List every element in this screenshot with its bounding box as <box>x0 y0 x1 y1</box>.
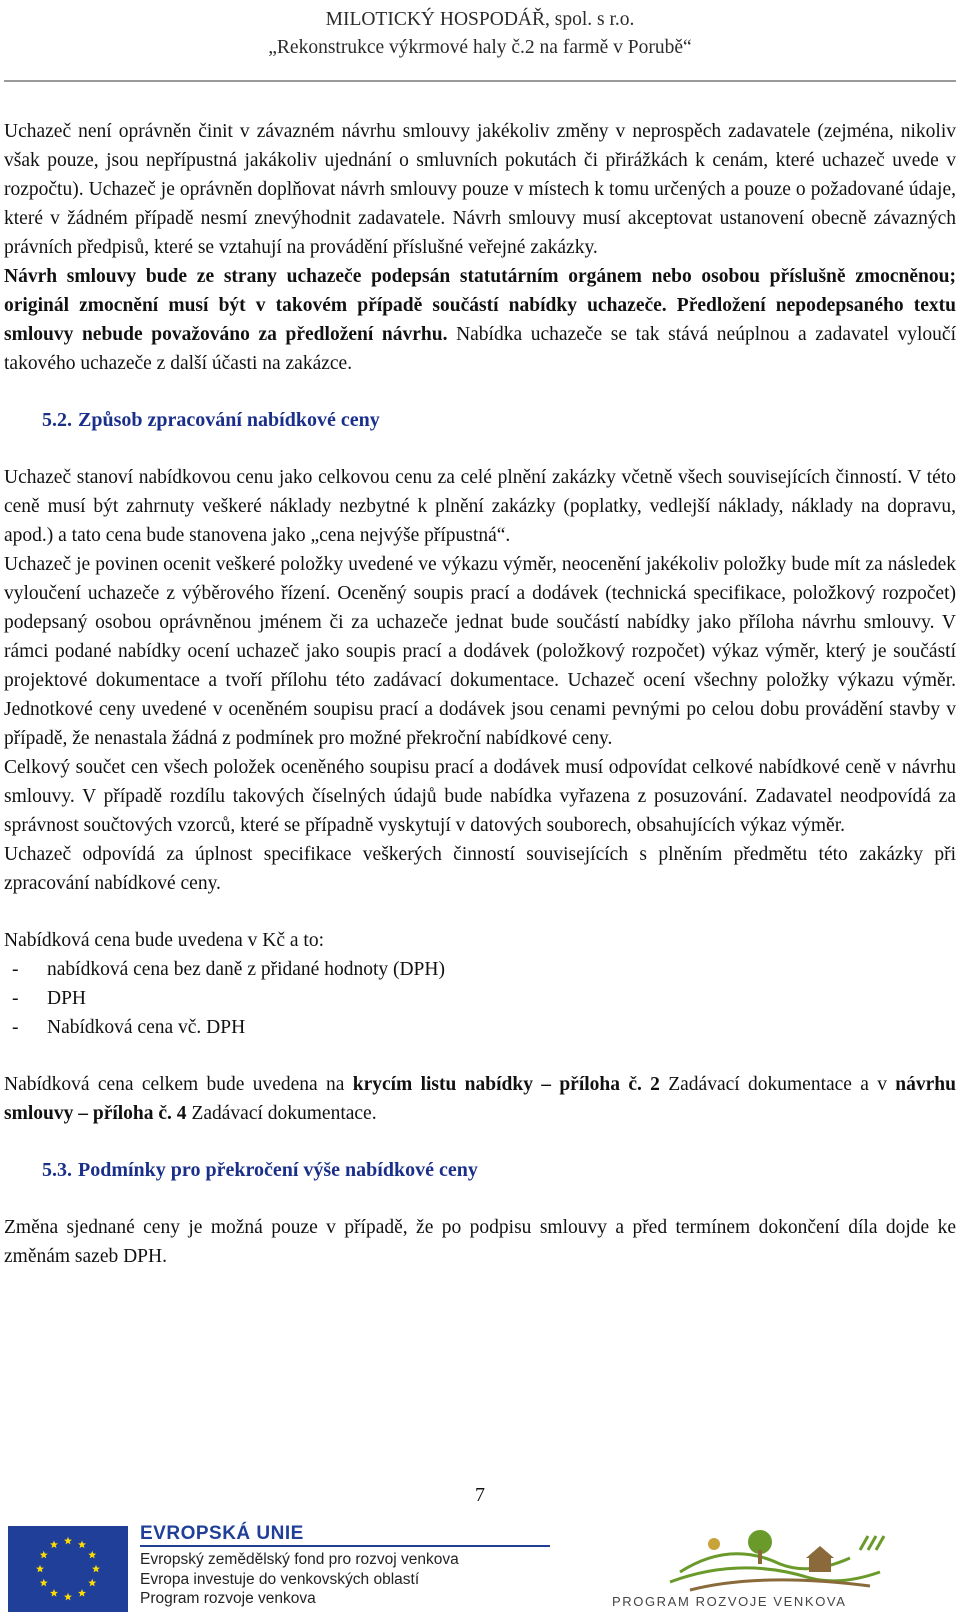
list-item: - Nabídková cena vč. DPH <box>12 1017 246 1038</box>
paragraph-price-items: Uchazeč je povinen ocenit veškeré položky uvedené ve výkazu výměr, neocenění jakékoliv položky bude mít za následek vyloučení uchazeče z výběrového řízení. Oceněný soupis prací a dodávek (technická specifikace, položkový rozpočet) podepsaný osobou oprávněnou jménem či za uchazeče jednat bude součástí nabídky jako příloha návrhu smlouvy. V rámci podané nabídky ocení uchazeč jako soupis prací a dodávek (položkový rozpočet) výkaz výměr, který je součástí projektové dokumentace a tvoří přílohu této zadávací dokumentace. Uchazeč ocení všechny položky výkazu výměr. Jednotkové ceny uvedené v oceněném soupisu prací a dodávek jsou cenami pevnými po celou dobu provádění stavby v případě, že nenastala žádná z podmínek pro možné překroční nabídkové ceny. <box>4 554 956 749</box>
eu-star-icon <box>64 1537 72 1545</box>
section-heading-5-2 <box>4 406 956 435</box>
eu-stars-icon <box>8 1526 128 1612</box>
header-company: MILOTICKÝ HOSPODÁŘ, spol. s r.o. <box>325 9 635 30</box>
eu-star-icon <box>40 1579 48 1587</box>
paragraph-price-change: Změna sjednané ceny je možná pouze v případě, že po podpisu smlouvy a před termínem dokončení díla dojde ke změnám sazeb DPH. <box>4 1217 956 1267</box>
paragraph-price-responsibility: Uchazeč odpovídá za úplnost specifikace veškerých činností souvisejících s plněním předmětu této zakázky při zpracování nabídkové ceny. <box>4 844 956 894</box>
price-list <box>4 955 956 1042</box>
eu-line-3: Program rozvoje venkova <box>140 1590 316 1607</box>
header-project: „Rekonstrukce výkrmové haly č.2 na farmě v Porubě“ <box>268 37 692 58</box>
list-item: - nabídková cena bez daně z přidané hodnoty (DPH) <box>12 959 445 980</box>
paragraph-price-definition: Uchazeč stanoví nabídkovou cenu jako celkovou cenu za celé plnění zakázky včetně všech souvisejících činností. V této ceně musí být zahrnuty veškeré náklady nezbytné k plnění zakázky (poplatky, vedlejší náklady, náklady na dopravu, apod.) a tato cena bude stanovena jako „cena nejvýše přípustná“. <box>4 467 956 546</box>
list-item: - DPH <box>12 988 87 1009</box>
eu-star-icon <box>92 1565 100 1573</box>
eu-flag-logo <box>8 1526 128 1612</box>
header-divider <box>4 80 956 82</box>
section-heading-5-3 <box>4 1156 956 1185</box>
prv-label: PROGRAM ROZVOJE VENKOVA <box>612 1594 847 1609</box>
page-number: 7 <box>475 1484 485 1506</box>
page-footer <box>0 1516 960 1620</box>
paragraph-text: Uchazeč není oprávněn činit v závazném návrhu smlouvy jakékoliv změny v neprospěch zadavatele (zejména, nikoliv však pouze, jsou nepřípustná jakákoliv ujednání o smluvních pokutách či přirážkách k cenám, které uchazeč uvede v rozpočtu). Uchazeč je oprávněn doplňovat návrh smlouvy pouze v místech k tomu určených a pouze o požadované údaje, které v žádném případě nesmí znevýhodnit zadavatele. Návrh smlouvy musí akceptovat ustanovení obecně závazných právních předpisů, které se vztahují na provádění příslušné veřejné zakázky. <box>4 121 956 258</box>
paragraph-text: Nabídka uchazeče se tak stává neúplnou a zadavatel vyloučí takového uchazeče z další účasti na zakázce. <box>4 324 956 374</box>
eu-star-icon <box>64 1593 72 1601</box>
eu-line-1: Evropský zemědělský fond pro rozvoj venkova <box>140 1551 459 1568</box>
section-title: Způsob zpracování nabídkové ceny <box>78 409 380 431</box>
eu-line-2: Evropa investuje do venkovských oblastí <box>140 1570 420 1588</box>
section-number: 5.2. <box>42 409 72 431</box>
paragraph-contract-signature <box>4 262 956 378</box>
eu-star-icon <box>40 1551 48 1559</box>
paragraph-contract-changes <box>4 117 956 262</box>
eu-title: EVROPSKÁ UNIE <box>140 1523 304 1544</box>
paragraph-bold-text: Návrh smlouvy bude ze strany uchazeče podepsán statutárním orgánem nebo osobou příslušně zmocněnou; originál zmocnění musí být v takovém případě součástí nabídky uchazeče. Předložení nepodepsaného textu smlouvy nebude považováno za předložení návrhu. <box>4 266 956 345</box>
section-number: 5.3. <box>42 1159 72 1181</box>
eu-star-icon <box>78 1589 86 1597</box>
eu-star-icon <box>50 1541 58 1549</box>
page-header <box>0 6 960 62</box>
section-title: Podmínky pro překročení výše nabídkové ceny <box>78 1159 478 1181</box>
eu-star-icon <box>36 1565 44 1573</box>
eu-text-block <box>140 1522 550 1609</box>
paragraph-price-total: Celkový součet cen všech položek oceněného soupisu prací a dodávek musí odpovídat celkové nabídkové ceně v návrhu smlouvy. V případě rozdílu takových číselných údajů bude nabídka vyřazena z posuzování. Zadavatel neodpovídá za správnost součtových vzorců, které se případně vyskytují v datových souborech, obsahujících výkaz výměr. <box>4 757 956 836</box>
paragraph-price-location: Nabídková cena celkem bude uvedena na krycím listu nabídky – příloha č. 2 Zadávací dokumentace a v návrhu smlouvy – příloha č. 4 Zadávací dokumentace. <box>4 1074 956 1124</box>
list-intro: Nabídková cena bude uvedena v Kč a to: <box>4 930 324 951</box>
eu-star-icon <box>78 1541 86 1549</box>
eu-star-icon <box>88 1551 96 1559</box>
eu-star-icon <box>50 1589 58 1597</box>
document-body <box>4 117 956 1271</box>
prv-farm-icon <box>610 1520 950 1600</box>
eu-star-icon <box>88 1579 96 1587</box>
